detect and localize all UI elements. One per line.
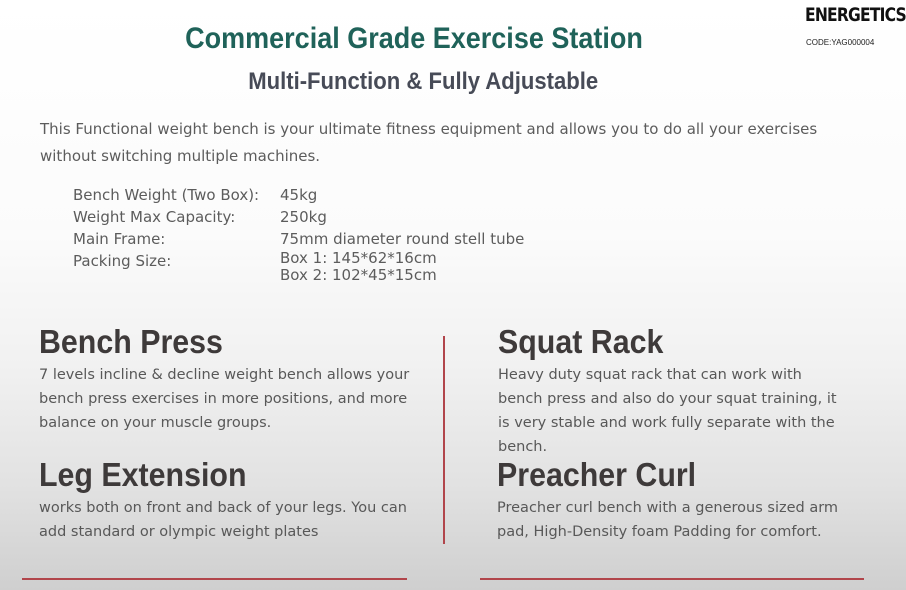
bottom-rule-left [22,578,407,580]
page-title: Commercial Grade Exercise Station [185,22,643,55]
intro-paragraph: This Functional weight bench is your ultimate fitness equipment and allows you to do all your exercises without switching multiple machines. [40,120,818,165]
feature-title: Preacher Curl [497,456,697,493]
spec-row-max-capacity [73,206,524,228]
spec-list [73,184,524,284]
feature-title: Leg Extension [39,456,247,493]
feature-description: Preacher curl bench with a generous sized arm pad, High-Density foam Padding for comfort. [497,500,839,540]
spec-row-packing-size [73,250,524,284]
spec-label: Packing Size: [73,252,172,270]
feature-title: Bench Press [39,323,223,360]
spec-row-bench-weight [73,184,524,206]
column-divider [443,336,445,544]
spec-value [280,250,437,284]
feature-leg-extension [39,455,419,544]
feature-squat-rack [498,322,848,459]
spec-value-box-1: Box 1: 145*62*16cm [280,249,437,267]
spec-label: Main Frame: [73,230,166,248]
spec-label: Weight Max Capacity: [73,208,236,226]
spec-value: 250kg [280,208,327,226]
product-code: CODE:YAG000004 [806,38,875,47]
feature-description: 7 levels incline & decline weight bench allows your bench press exercises in more positions, and more balance on your muscle groups. [39,367,410,431]
spec-value: 75mm diameter round stell tube [280,230,525,248]
feature-preacher-curl [497,455,847,544]
page-subtitle: Multi-Function & Fully Adjustable [248,68,599,95]
feature-description: works both on front and back of your legs. You can add standard or olympic weight plates [39,500,407,540]
feature-bench-press [39,322,419,435]
spec-row-main-frame [73,228,524,250]
spec-label: Bench Weight (Two Box): [73,186,260,204]
feature-title: Squat Rack [498,323,664,360]
brand-logo: ENERGETICS [805,4,906,26]
bottom-rule-right [480,578,864,580]
feature-description: Heavy duty squat rack that can work with bench press and also do your squat training, it is very stable and work fully separate with the bench. [498,367,837,455]
spec-value: 45kg [280,186,318,204]
spec-value-box-2: Box 2: 102*45*15cm [280,266,437,284]
